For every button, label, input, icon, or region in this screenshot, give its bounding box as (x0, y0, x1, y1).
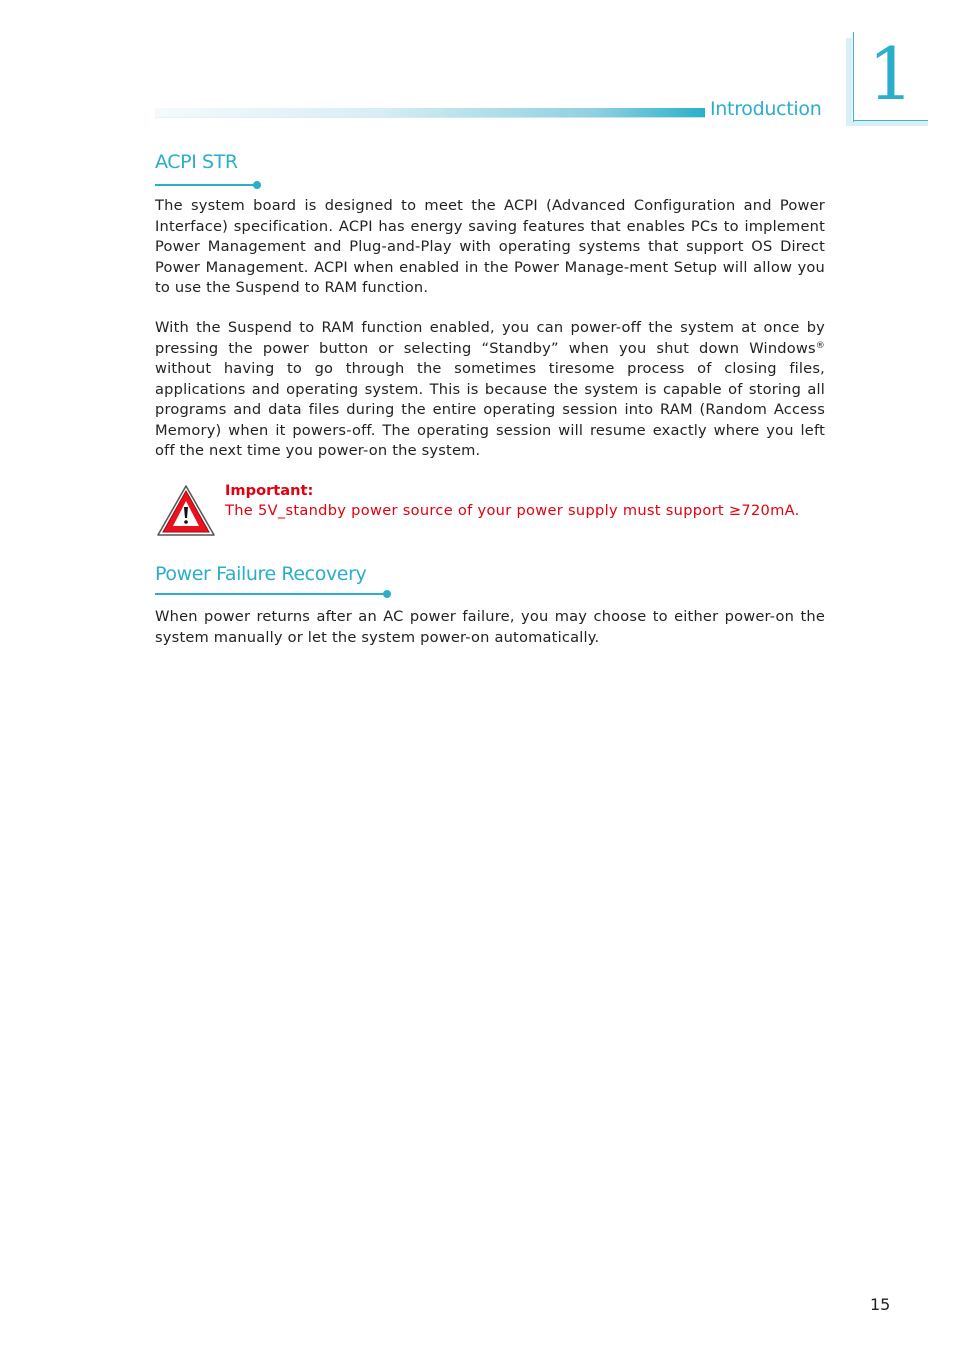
warning-triangle-icon (156, 484, 216, 538)
paragraph-text: without having to go through the sometimes tiresome process of closing files, applications and operating system. This is because the system is capable of storing all programs and data files during the entire operating session into RAM (Random Access Memory) when it powers-off. The operating session will resume exactly where you left off the next time you power-on the system. (155, 360, 825, 459)
page-number: 15 (870, 1295, 891, 1314)
header-gradient-bar (155, 108, 705, 117)
chapter-box-shade-bottom (846, 121, 928, 126)
registered-mark: ® (815, 340, 825, 351)
important-text: The 5V_standby power source of your power supply must support ≥720mA. (225, 502, 800, 519)
important-label: Important: (225, 482, 314, 499)
chapter-number-box (846, 32, 928, 126)
section-heading-acpi-str: ACPI STR (155, 151, 238, 173)
chapter-box-shade (846, 38, 852, 126)
chapter-box-horizontal-line (853, 120, 928, 121)
underline-dot (253, 181, 261, 189)
chapter-box-vertical-line (853, 32, 854, 122)
paragraph-acpi-intro: The system board is designed to meet the ACPI (Advanced Configuration and Power Interface) specification. ACPI has energy saving features that enables PCs to implement Power Management and Plug-and-Play with operating systems that support OS Direct Power Management. ACPI when enabled in the Power Manage-ment Setup will allow you to use the Suspend to RAM function. (155, 197, 825, 296)
section-heading-power-failure-recovery: Power Failure Recovery (155, 563, 367, 585)
paragraph-text: With the Suspend to RAM function enabled, you can power-off the system at once by pressing the power button or selecting “Standby” when you shut down Windows (155, 319, 825, 357)
chapter-title: Introduction (710, 98, 822, 120)
section-underline (155, 593, 387, 595)
paragraph-power-failure: When power returns after an AC power failure, you may choose to either power-on the system manually or let the system power-on automatically. (155, 608, 825, 646)
underline-dot (383, 590, 391, 598)
paragraph-suspend-to-ram (155, 318, 825, 462)
chapter-number: 1 (868, 32, 914, 116)
section-underline (155, 184, 257, 186)
